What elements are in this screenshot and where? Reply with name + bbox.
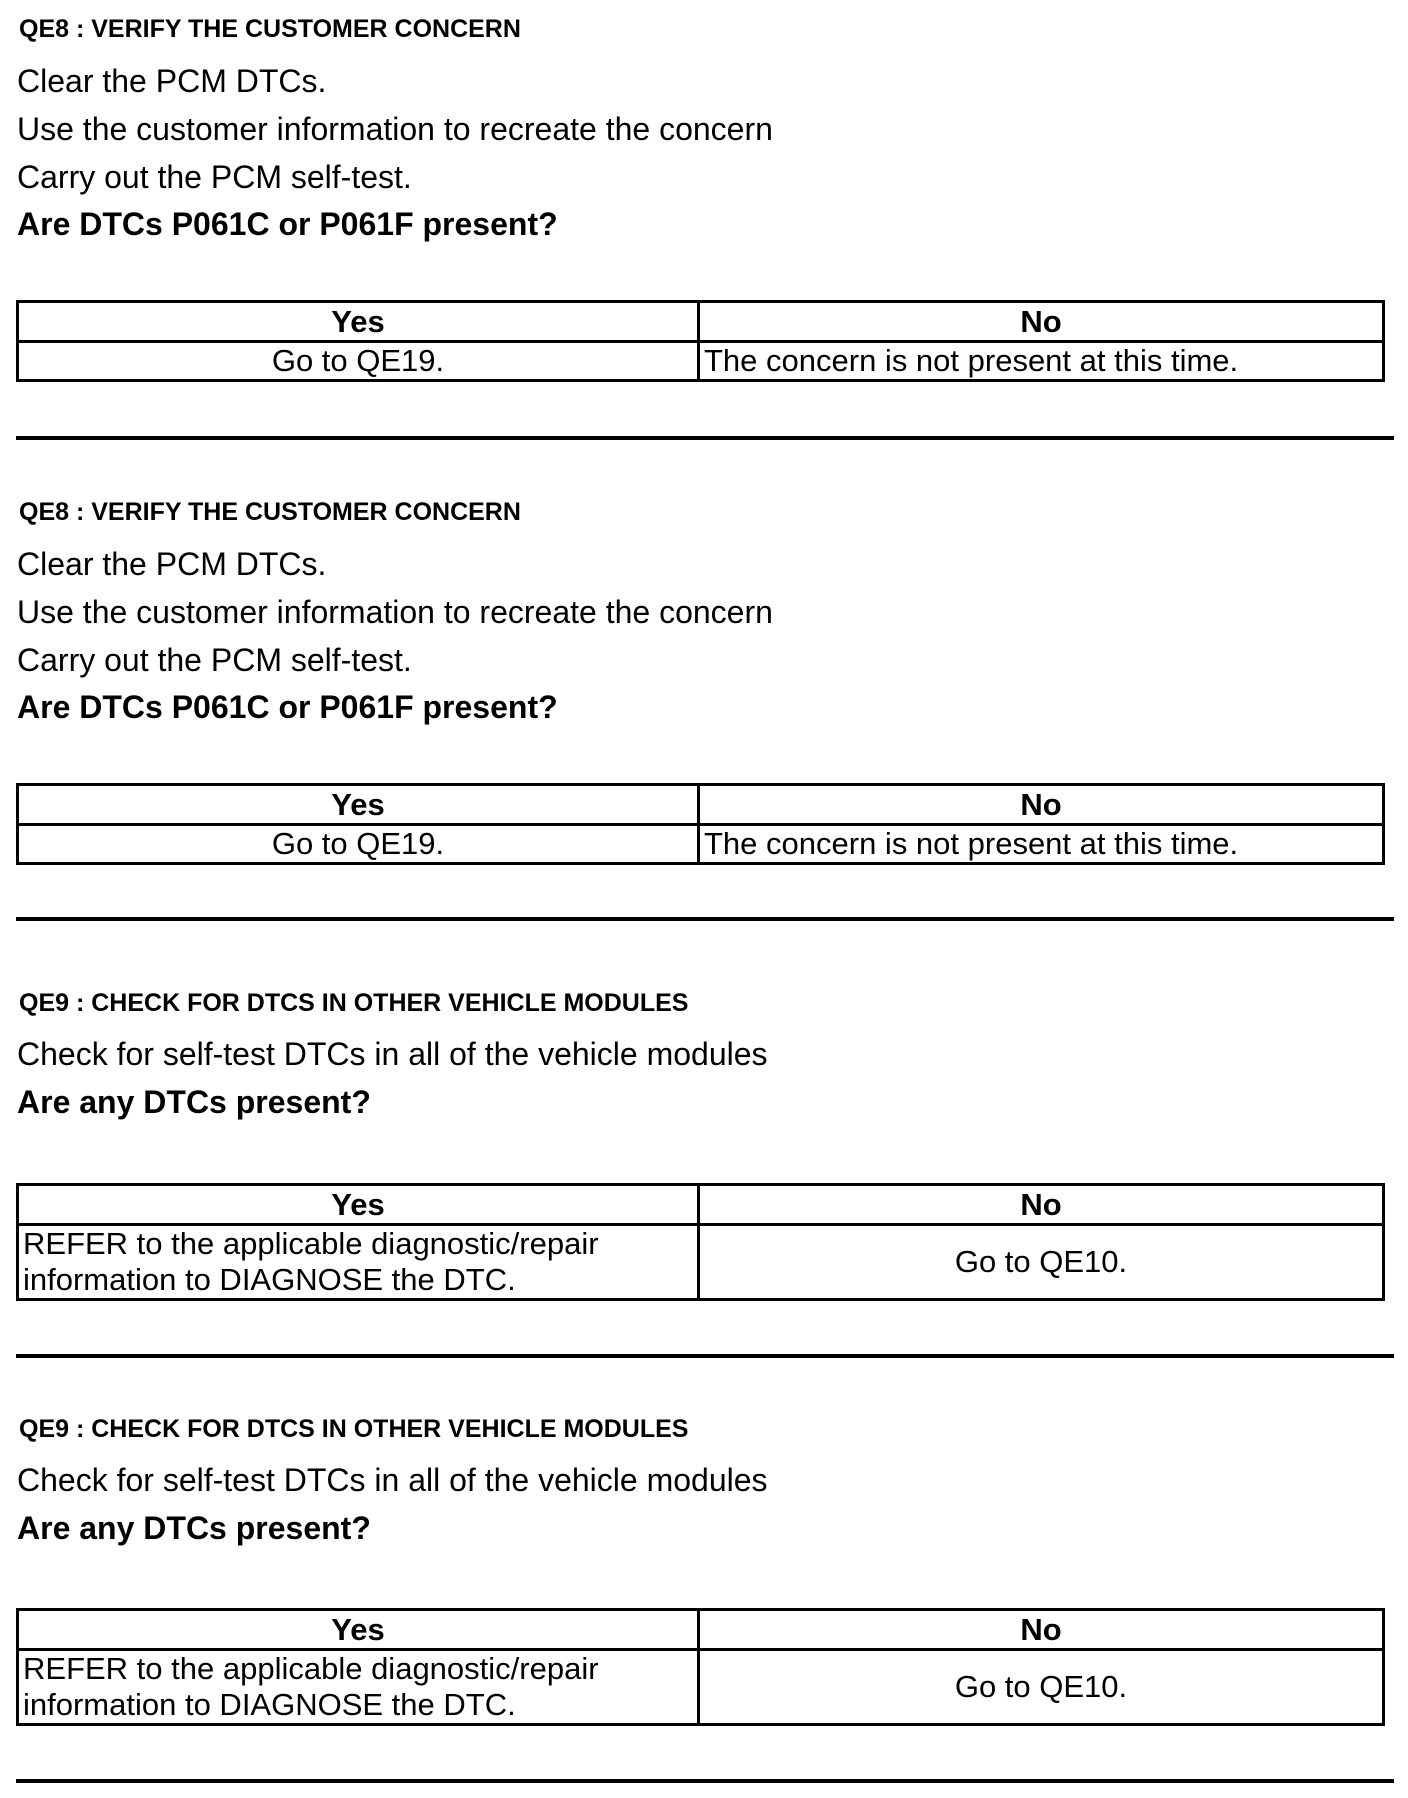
yes-action: REFER to the applicable diagnostic/repair information to DIAGNOSE the DTC. [18, 1650, 699, 1725]
yes-header: Yes [18, 1185, 699, 1225]
yes-header: Yes [18, 1610, 699, 1650]
yes-action: REFER to the applicable diagnostic/repair information to DIAGNOSE the DTC. [18, 1225, 699, 1300]
instruction-line: Check for self-test DTCs in all of the vehicle modules [17, 1462, 768, 1498]
no-header: No [699, 785, 1384, 825]
yes-no-table [16, 1608, 1385, 1726]
step-title: QE8 : VERIFY THE CUSTOMER CONCERN [19, 498, 521, 526]
no-header: No [699, 1185, 1384, 1225]
yes-action: Go to QE19. [18, 825, 699, 864]
yes-no-table [16, 783, 1385, 865]
section-divider [16, 1779, 1394, 1783]
no-header: No [699, 1610, 1384, 1650]
section-divider [16, 917, 1394, 921]
instruction-line: Clear the PCM DTCs. [17, 546, 327, 582]
instruction-line: Use the customer information to recreate the concern [17, 111, 773, 147]
step-title: QE9 : CHECK FOR DTCS IN OTHER VEHICLE MODULES [19, 1415, 689, 1443]
instruction-line: Carry out the PCM self-test. [17, 159, 412, 195]
yes-no-table [16, 1183, 1385, 1301]
instruction-line: Carry out the PCM self-test. [17, 642, 412, 678]
instruction-line: Use the customer information to recreate the concern [17, 594, 773, 630]
instruction-line: Clear the PCM DTCs. [17, 63, 327, 99]
yes-header: Yes [18, 785, 699, 825]
no-header: No [699, 302, 1384, 342]
step-question: Are any DTCs present? [17, 1510, 371, 1546]
yes-header: Yes [18, 302, 699, 342]
step-question: Are any DTCs present? [17, 1084, 371, 1120]
step-title: QE8 : VERIFY THE CUSTOMER CONCERN [19, 15, 521, 43]
step-question: Are DTCs P061C or P061F present? [17, 206, 558, 242]
step-question: Are DTCs P061C or P061F present? [17, 689, 558, 725]
no-action: The concern is not present at this time. [699, 825, 1384, 864]
no-action: Go to QE10. [699, 1225, 1384, 1300]
step-title: QE9 : CHECK FOR DTCS IN OTHER VEHICLE MODULES [19, 989, 689, 1017]
no-action: Go to QE10. [699, 1650, 1384, 1725]
yes-action: Go to QE19. [18, 342, 699, 381]
no-action: The concern is not present at this time. [699, 342, 1384, 381]
yes-no-table [16, 300, 1385, 382]
section-divider [16, 1354, 1394, 1358]
section-divider [16, 436, 1394, 440]
instruction-line: Check for self-test DTCs in all of the vehicle modules [17, 1036, 768, 1072]
